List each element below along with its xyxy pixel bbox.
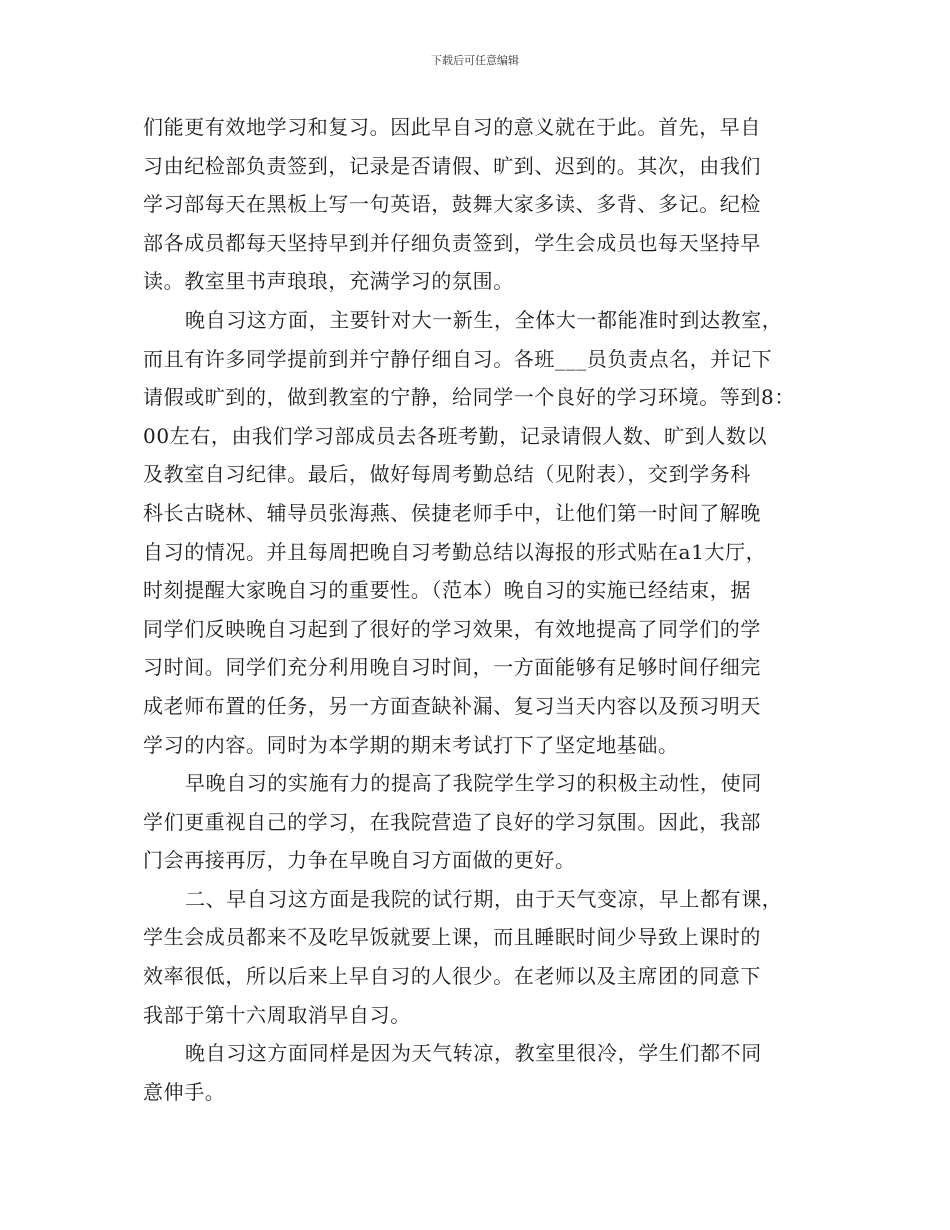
- text-line: 而且有许多同学提前到并宁静仔细自习。各班___员负责点名，并记下: [143, 346, 773, 371]
- text-line: 学生会成员都来不及吃早饭就要上课，而且睡眠时间少导致上课时的: [143, 925, 761, 950]
- text-line: 习由纪检部负责签到，记录是否请假、旷到、迟到的。其次，由我们: [143, 153, 761, 178]
- text-line: 学习的内容。同时为本学期的期末考试打下了坚定地基础。: [143, 732, 679, 757]
- text-line: 00左右，由我们学习部成员去各班考勤，记录请假人数、旷到人数以: [143, 423, 768, 448]
- document-body: [143, 108, 823, 1111]
- text-line: 及教室自习纪律。最后，做好每周考勤总结（见附表），交到学务科: [143, 462, 751, 487]
- text-line: 科长古晓林、辅导员张海燕、侯捷老师手中，让他们第一时间了解晚: [143, 500, 761, 525]
- text-line: 们能更有效地学习和复习。因此早自习的意义就在于此。首先，早自: [143, 115, 761, 139]
- text-line: 学习部每天在黑板上写一句英语，鼓舞大家多读、多背、多记。纪检: [143, 192, 761, 217]
- text-line: 请假或旷到的，做到教室的宁静，给同学一个良好的学习环境。等到8：: [143, 385, 795, 410]
- page-header: 下载后可任意编辑: [431, 54, 519, 67]
- paragraph-first-line: 二、早自习这方面是我院的试行期，由于天气变凉，早上都有课，: [185, 886, 783, 911]
- text-line: 读。教室里书声琅琅，充满学习的氛围。: [143, 269, 514, 294]
- text-line: 习时间。同学们充分利用晚自习时间，一方面能够有足够时间仔细完: [143, 655, 761, 680]
- text-line: 门会再接再厉，力争在早晚自习方面做的更好。: [143, 848, 576, 873]
- paragraph-first-line: 早晚自习的实施有力的提高了我院学生学习的积极主动性，使同: [185, 771, 762, 796]
- text-line: 学们更重视自己的学习，在我院营造了良好的学习氛围。因此，我部: [143, 809, 761, 834]
- text-line: 意伸手。: [143, 1079, 226, 1104]
- text-line: 成老师布置的任务，另一方面查缺补漏、复习当天内容以及预习明天: [143, 693, 761, 718]
- text-line: 效率很低，所以后来上早自习的人很少。在老师以及主席团的同意下: [143, 964, 761, 989]
- paragraph-first-line: 晚自习这方面，主要针对大一新生，全体大一都能准时到达教室，: [185, 307, 783, 332]
- text-line: 自习的情况。并且每周把晚自习考勤总结以海报的形式贴在a1大厅，: [143, 539, 767, 564]
- paragraph-first-line: 晚自习这方面同样是因为天气转凉，教室里很冷，学生们都不同: [185, 1041, 762, 1066]
- text-line: 时刻提醒大家晚自习的重要性。（范本）晚自习的实施已经结束，据: [143, 578, 751, 603]
- text-line: 我部于第十六周取消早自习。: [143, 1002, 411, 1027]
- text-line: 部各成员都每天坚持早到并仔细负责签到，学生会成员也每天坚持早: [143, 230, 761, 255]
- text-line: 同学们反映晚自习起到了很好的学习效果，有效地提高了同学们的学: [143, 616, 761, 641]
